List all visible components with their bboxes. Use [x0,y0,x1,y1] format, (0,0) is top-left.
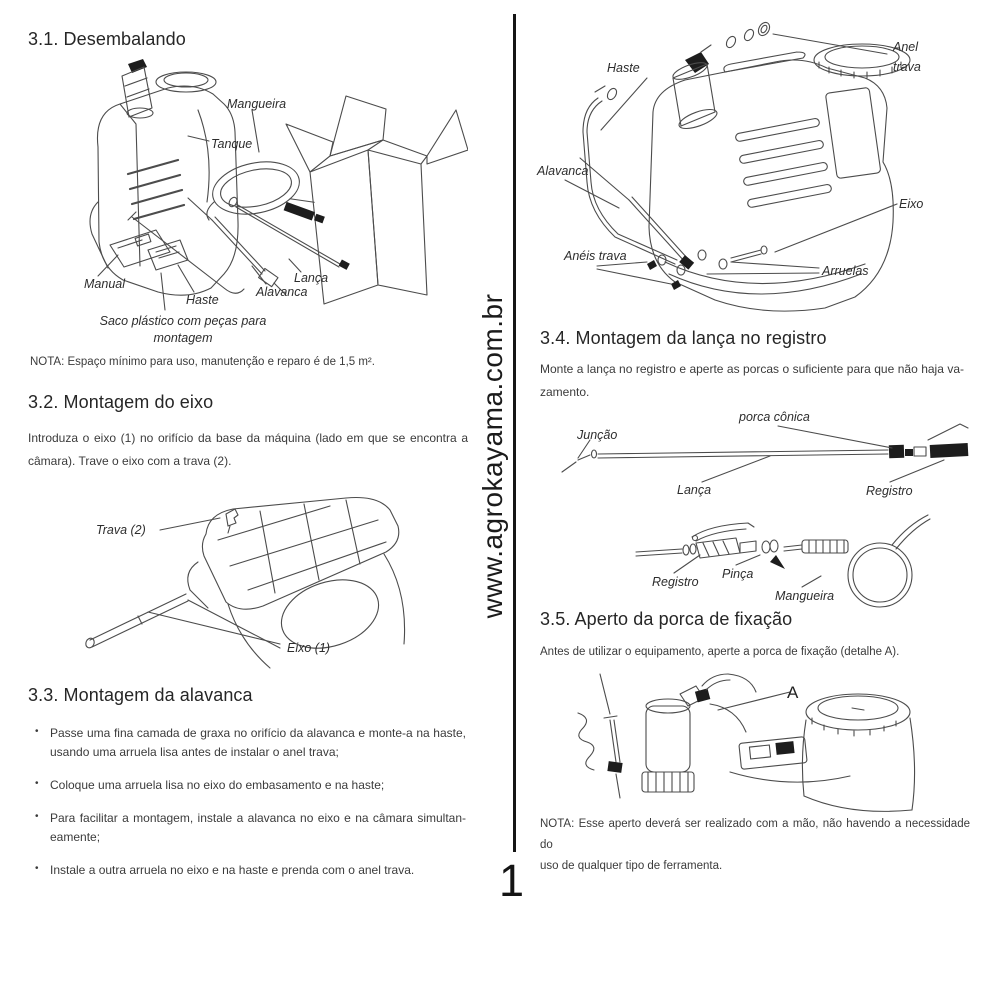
section-3-4-body: Monte a lança no registro e aperte as porcas o suficiente para que não haja va- zamento. [540,362,964,399]
label-registro-fig5: Registro [652,575,699,589]
list-item: • Para facilitar a montagem, instale a alavanca no eixo e na câmara simultan- eamente; [28,809,466,847]
label-juncao: Junção [577,428,618,442]
label-haste: Haste [186,293,219,307]
label-tanque: Tanque [211,137,253,151]
section-3-2-body: Introduza o eixo (1) no orifício da base da máquina (lado em que se encontra a câmara). Trave o eixo com a trava (2). [28,431,468,468]
label-haste-fig3: Haste [607,61,640,75]
section-3-5-body: Antes de utilizar o equipamento, aperte a porca de fixação (detalhe A). [540,646,900,658]
label-eixo-1: Eixo (1) [287,641,331,655]
watermark: www.agrokayama.com.br [477,293,508,619]
label-mangueira-fig5: Mangueira [775,589,835,603]
label-detail-a: A [787,683,799,702]
note-3-5: NOTA: Esse aperto deverá ser realizado com a mão, não havendo a necessidade do uso de qualquer tipo de ferramenta. [540,818,970,872]
figure-detail-a [550,668,962,816]
section-3-2-heading: 3.2. Montagem do eixo [28,392,214,412]
list-item: • Passe uma fina camada de graxa no orifício da alavanca e monte-a na haste, usando uma arruela lisa antes de instalar o anel trava; [28,724,466,762]
label-arruelas: Arruelas [822,264,869,278]
label-anel-trava: Anel trava [893,40,921,74]
column-divider [513,14,516,852]
section-3-4-heading: 3.4. Montagem da lança no registro [540,328,827,348]
label-registro-fig4: Registro [866,484,913,498]
note-3-1: NOTA: Espaço mínimo para uso, manutenção e reparo é de 1,5 m². [30,356,375,368]
page-number: 1 [499,855,525,906]
label-alavanca: Alavanca [256,285,308,299]
label-porca-conica: porca cônica [739,410,810,424]
section-3-3-heading: 3.3. Montagem da alavanca [28,685,253,705]
lever-assembly-steps [28,724,466,894]
label-manual: Manual [84,277,125,291]
list-item: • Instale a outra arruela no eixo e na haste e prenda com o anel trava. [28,861,466,880]
label-aneis-trava: Anéis trava [564,249,627,263]
figure-axle-assembly [78,492,470,677]
label-lanca: Lança [294,271,329,285]
label-mangueira: Mangueira [227,97,287,111]
list-item: • Coloque uma arruela lisa no eixo do embasamento e na haste; [28,776,466,795]
label-trava-2: Trava (2) [96,523,146,537]
label-alavanca-fig3: Alavanca [537,164,589,178]
figure-registro-hose [540,505,970,617]
label-saco-plastico: Saco plástico com peças para montagem [99,314,267,345]
label-pinca: Pinça [722,567,754,581]
label-lanca-fig4: Lança [677,483,712,497]
section-3-1-heading: 3.1. Desembalando [28,29,186,49]
label-eixo-fig3: Eixo [899,197,924,211]
section-3-5-heading: 3.5. Aperto da porca de fixação [540,609,793,629]
